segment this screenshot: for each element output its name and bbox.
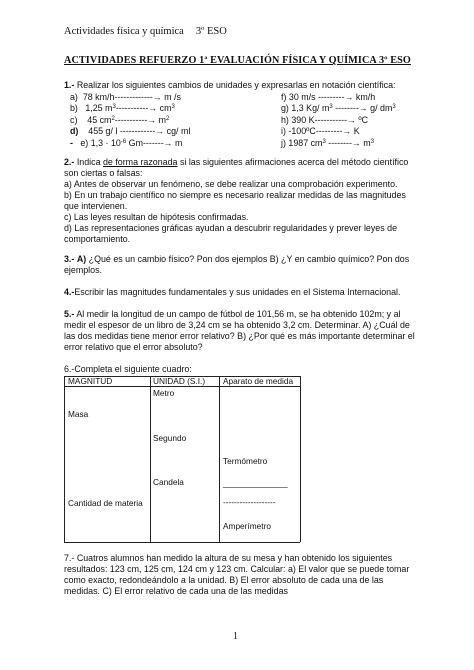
- table-cell-candela: Candela: [153, 477, 184, 487]
- q7-text-4: medidas. C) El error relativo de cada una de las medidas: [64, 586, 288, 596]
- q6-title: 6.-Completa el siguiente cuadro:: [64, 364, 192, 374]
- q5-text: 5.- Al medir la longitud de un campo de fútbol de 101,56 m, se ha obtenido 102m; y al: [64, 309, 401, 319]
- table-header-magnitud: MAGNITUD: [68, 376, 113, 386]
- header-grade: 3º ESO: [195, 26, 227, 37]
- table-header-unidad: UNIDAD (S.I.): [153, 376, 206, 386]
- table-cell-dashes: -------------------: [223, 497, 276, 507]
- q7-text: 7.- Cuatros alumnos han medido la altura de su mesa y han obtenido los siguientes: [64, 553, 393, 563]
- q1-item-c: c) 45 $cm^2-----------\to m^2$: [70, 115, 170, 125]
- q1-item-i: i) -100ºC---------→ K: [281, 126, 360, 136]
- q2-intro-2: son ciertas o falsas:: [64, 168, 143, 178]
- q2-statement-a: a) Antes de observar un fenómeno, se debe realizar una comprobación experimento.: [64, 179, 398, 189]
- q1-number: 1.-: [64, 80, 75, 90]
- q1-item-d: d) 455 g/ l ------------→ cg/ ml: [70, 126, 191, 136]
- document-title: ACTIVIDADES REFUERZO 1ª EVALUACIÓN FÍSICA Y QUÍMICA 3º ESO: [64, 55, 411, 66]
- q1-item-a: a) 78 km/h-------------→ m /s: [70, 92, 181, 102]
- q7-text-3: como exacto, redondeándolo a la unidad. B) El error absoluto de cada una de las: [64, 575, 384, 585]
- table-cell-masa: Masa: [68, 409, 89, 419]
- header-subject: Actividades física y química: [64, 26, 184, 37]
- q7-text-2: resultados: 123 cm, 125 cm, 124 cm y 123 cm. Calcular: a) El valor que se puede tomar: [64, 564, 410, 574]
- q2-statement-d: d) Las representaciones gráficas ayudan a descubrir regularidades y prever leyes de: [64, 223, 397, 233]
- page-number: 1: [233, 631, 238, 642]
- q2-statement-b-cont: que intervienen.: [64, 201, 128, 211]
- table-cell-amperimetro: Amperímetro: [223, 521, 271, 531]
- q3-text-cont: ejemplos.: [64, 265, 102, 275]
- q2-statement-c: c) Las leyes resultan de hipótesis confirmadas.: [64, 212, 249, 222]
- q5-text-3: las dos medidas tiene menor error relativo? B) ¿Por qué es más importante determinar el: [64, 331, 415, 341]
- q1-item-b: b) 1,25 $m^3-----------\to cm^3$: [70, 103, 175, 113]
- q2-statement-b: b) En un trabajo científico no siempre es necesario realizar medidas de las magnitudes: [64, 190, 406, 200]
- q3-text: 3.- A) ¿Qué es un cambio físico? Pon dos ejemplos B) ¿Y en cambio químico? Pon dos: [64, 254, 410, 264]
- table-cell-termometro: Termómetro: [223, 456, 268, 466]
- q1-item-e: - e) $1,3 \cdot 10^{-6}$ Gm-------→ m: [70, 138, 183, 148]
- units-table: [64, 376, 300, 542]
- q4-text: 4.-Escribir las magnitudes fundamentales y sus unidades en el Sistema Internacional.: [64, 287, 401, 297]
- table-cell-segundo: Segundo: [153, 433, 187, 443]
- table-cell-blank-line: ______________: [223, 478, 288, 488]
- table-cell-cantidad: Cantidad de materia: [68, 498, 143, 508]
- q5-text-2: medir el espesor de un libro de 3,24 cm se ha obtenido 3,2 cm. Determinar. A) ¿Cuál de: [64, 320, 410, 330]
- q5-text-4: error relativo que el error absoluto?: [64, 342, 203, 352]
- q1-item-g: g) 1,3 Kg/ $m^3$ --------→ g/ $dm^3$: [281, 103, 396, 113]
- page-header: [64, 26, 227, 37]
- q1-item-f: f) 30 m/s ---------→ km/h: [281, 92, 376, 102]
- table-header-aparato: Aparato de medida: [223, 376, 294, 386]
- table-cell-metro: Metro: [153, 388, 175, 398]
- q2-statement-d-cont: comportamiento.: [64, 234, 131, 244]
- q1-item-h: h) 390 K-----------→ ºC: [281, 115, 369, 125]
- q1-prompt: 1.- Realizar los siguientes cambios de unidades y expresarlas en notación científica:: [64, 80, 396, 90]
- q1-item-j: j) 1987 $cm^3$ --------→ $m^3$: [281, 138, 374, 148]
- q2-intro: 2.- Indica de forma razonada si las siguientes afirmaciones acerca del método científico: [64, 157, 409, 167]
